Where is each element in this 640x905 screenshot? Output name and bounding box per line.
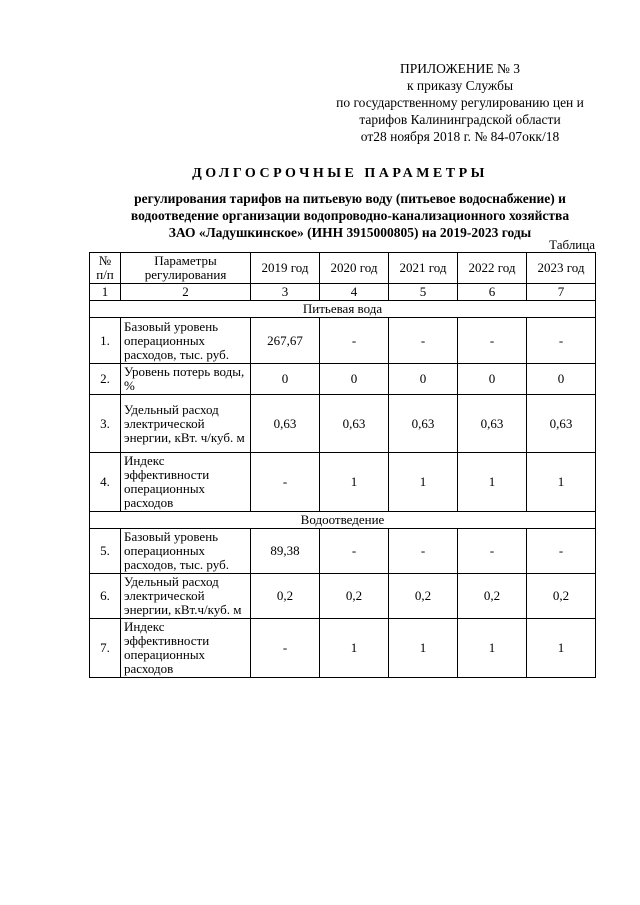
header-year: 2023 год (527, 253, 596, 284)
column-index: 6 (458, 284, 527, 301)
header-param: Параметры регулирования (121, 253, 251, 284)
row-number: 2. (90, 364, 121, 395)
table-row (90, 364, 596, 395)
section-row (90, 301, 596, 318)
value-cell: - (320, 529, 389, 574)
value-cell: 1 (527, 619, 596, 678)
value-cell: - (389, 529, 458, 574)
header-year: 2021 год (389, 253, 458, 284)
section-row (90, 512, 596, 529)
row-number: 5. (90, 529, 121, 574)
table-row (90, 574, 596, 619)
value-cell: 0,2 (527, 574, 596, 619)
value-cell: 1 (527, 453, 596, 512)
appendix-title: ПРИЛОЖЕНИЕ № 3 (399, 61, 521, 76)
value-cell: - (527, 529, 596, 574)
column-index: 4 (320, 284, 389, 301)
value-cell: 267,67 (251, 318, 320, 364)
header-year: 2022 год (458, 253, 527, 284)
parameter-name: Уровень потерь воды, % (121, 364, 251, 395)
table-row (90, 453, 596, 512)
subheading-line-2: водоотведение организации водопроводно-канализационного хозяйства (130, 208, 570, 223)
value-cell: 1 (458, 619, 527, 678)
header-num: № п/п (90, 253, 121, 284)
value-cell: 0,2 (251, 574, 320, 619)
row-number: 7. (90, 619, 121, 678)
parameter-name: Удельный расход электрической энергии, кВт. ч/куб. м (121, 395, 251, 453)
column-index: 1 (90, 284, 121, 301)
subheading-line-1: регулирования тарифов на питьевую воду (питьевое водоснабжение) и (134, 191, 566, 206)
value-cell: 0,2 (458, 574, 527, 619)
table-label: Таблица (549, 237, 595, 252)
value-cell: 0,63 (458, 395, 527, 453)
table-row (90, 619, 596, 678)
row-number: 1. (90, 318, 121, 364)
value-cell: 0 (527, 364, 596, 395)
row-number: 6. (90, 574, 121, 619)
table-header-row (90, 253, 596, 284)
parameter-name: Индекс эффективности операционных расходов (121, 619, 251, 678)
value-cell: - (527, 318, 596, 364)
value-cell: 1 (320, 453, 389, 512)
value-cell: - (251, 619, 320, 678)
column-index: 7 (527, 284, 596, 301)
appendix-date-number: от28 ноября 2018 г. № 84-07окк/18 (360, 129, 560, 144)
parameter-name: Базовый уровень операционных расходов, тыс. руб. (121, 529, 251, 574)
column-index: 2 (121, 284, 251, 301)
value-cell: 0 (251, 364, 320, 395)
row-number: 3. (90, 395, 121, 453)
table-row (90, 318, 596, 364)
column-index-row (90, 284, 596, 301)
value-cell: 0 (320, 364, 389, 395)
appendix-block (300, 60, 620, 145)
appendix-region-line: тарифов Калининградской области (359, 112, 561, 127)
value-cell: 1 (389, 453, 458, 512)
value-cell: 0,63 (251, 395, 320, 453)
column-index: 5 (389, 284, 458, 301)
column-index: 3 (251, 284, 320, 301)
table-row (90, 529, 596, 574)
value-cell: 0 (458, 364, 527, 395)
value-cell: - (458, 529, 527, 574)
value-cell: 1 (389, 619, 458, 678)
value-cell: 89,38 (251, 529, 320, 574)
value-cell: - (320, 318, 389, 364)
header-year: 2020 год (320, 253, 389, 284)
value-cell: 0,63 (389, 395, 458, 453)
value-cell: 0 (389, 364, 458, 395)
table-row (90, 395, 596, 453)
value-cell: 0,2 (389, 574, 458, 619)
header-year: 2019 год (251, 253, 320, 284)
parameter-name: Базовый уровень операционных расходов, тыс. руб. (121, 318, 251, 364)
value-cell: 0,63 (527, 395, 596, 453)
value-cell: 0,2 (320, 574, 389, 619)
appendix-order-ref: к приказу Службы (406, 78, 514, 93)
value-cell: 1 (458, 453, 527, 512)
parameter-name: Индекс эффективности операционных расходов (121, 453, 251, 512)
parameter-name: Удельный расход электрической энергии, кВт.ч/куб. м (121, 574, 251, 619)
value-cell: - (251, 453, 320, 512)
appendix-service-line: по государственному регулированию цен и (336, 95, 584, 110)
document-subheading (100, 190, 600, 241)
value-cell: - (389, 318, 458, 364)
document-heading: ДОЛГОСРОЧНЫЕ ПАРАМЕТРЫ (192, 166, 488, 181)
section-title: Водоотведение (90, 512, 596, 529)
value-cell: 0,63 (320, 395, 389, 453)
subheading-line-3: ЗАО «Ладушкинское» (ИНН 3915000805) на 2019-2023 годы (168, 225, 532, 240)
section-title: Питьевая вода (90, 301, 596, 318)
row-number: 4. (90, 453, 121, 512)
parameters-table (89, 252, 596, 678)
value-cell: - (458, 318, 527, 364)
value-cell: 1 (320, 619, 389, 678)
